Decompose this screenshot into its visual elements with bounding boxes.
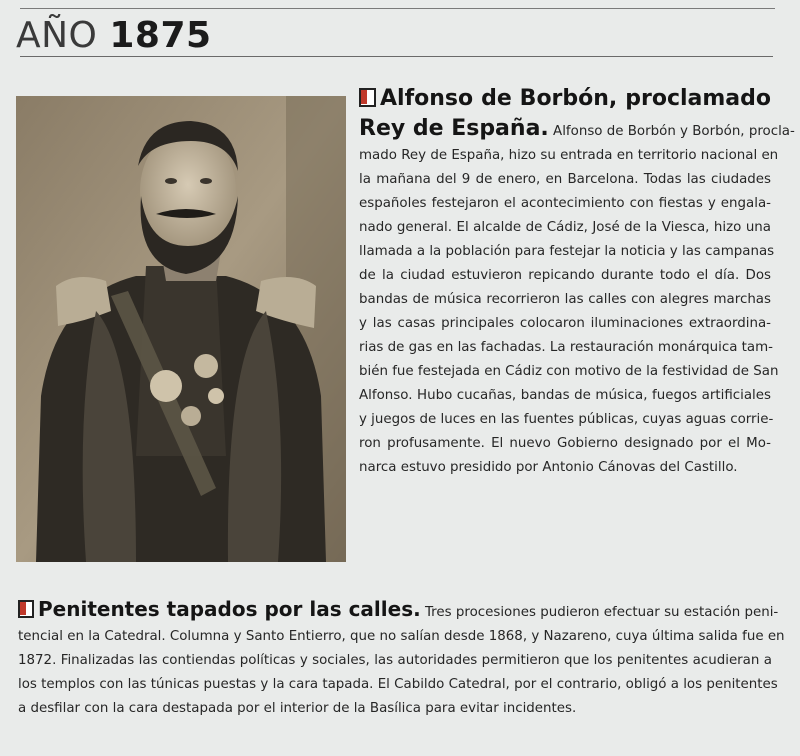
article1-headline-text: Alfonso de Borbón, proclamado [380, 86, 771, 111]
article1-line: rias de gas en las fachadas. La restauración monárquica tam- [359, 340, 773, 355]
article1-line: y las casas principales colocaron iluminaciones extraordina- [359, 316, 771, 331]
article2-line: tencial en la Catedral. Columna y Santo Entierro, que no salían desde 1868, y Nazareno, cuya última salida fue en [18, 629, 785, 644]
page-header [16, 16, 212, 56]
square-bullet-icon [359, 88, 376, 107]
article2-line: los templos con las túnicas puestas y la cara tapada. El Cabildo Catedral, por el contrario, obligó a los penitentes [18, 677, 778, 692]
article1-line: bandas de música recorrieron las calles con alegres marchas [359, 292, 771, 307]
header-year-label: AÑO [16, 15, 98, 56]
article2-line: Penitentes tapados por las calles. Tres procesiones pudieron efectuar su estación peni- [18, 597, 772, 625]
article1-line: de la ciudad estuvieron repicando durante todo el día. Dos [359, 268, 771, 283]
top-rule [20, 8, 775, 9]
article1-line: la mañana del 9 de enero, en Barcelona. Todas las ciudades [359, 172, 771, 187]
article1-line: españoles festejaron el acontecimiento con fiestas y engala- [359, 196, 771, 211]
article1-headline-line1 [359, 84, 771, 114]
square-bullet-icon [18, 600, 34, 618]
article2-line: 1872. Finalizadas las contiendas políticas y sociales, las autoridades permitieron que los penitentes acudieran a [18, 653, 772, 668]
article1-line: llamada a la población para festejar la noticia y las campanas [359, 244, 775, 259]
article2-headline: Penitentes tapados por las calles. [38, 597, 421, 621]
article1-line: Rey de España. Alfonso de Borbón y Borbón, procla- [359, 116, 795, 141]
article1-headline-line2: Rey de España. [359, 116, 549, 141]
article-penitentes [18, 597, 785, 721]
portrait-illustration [16, 96, 346, 562]
article1-line: bién fue festejada en Cádiz con motivo de la festividad de San [359, 364, 779, 379]
article1-line: narca estuvo presidido por Antonio Cánovas del Castillo. [359, 460, 738, 475]
article2-line: a desfilar con la cara destapada por el interior de la Basílica para evitar incidentes. [18, 701, 577, 716]
article-alfonso [359, 84, 795, 480]
portrait-photo [16, 96, 346, 562]
header-rule [20, 56, 773, 57]
article1-line: Alfonso. Hubo cucañas, bandas de música, fuegos artificiales [359, 388, 771, 403]
article1-line: y juegos de luces en las fuentes públicas, cuyas aguas corrie- [359, 412, 774, 427]
article1-line: nado general. El alcalde de Cádiz, José de la Viesca, hizo una [359, 220, 771, 235]
article1-line: ron profusamente. El nuevo Gobierno designado por el Mo- [359, 436, 771, 451]
article1-line: mado Rey de España, hizo su entrada en territorio nacional en [359, 148, 779, 163]
header-year-number: 1875 [109, 15, 212, 56]
